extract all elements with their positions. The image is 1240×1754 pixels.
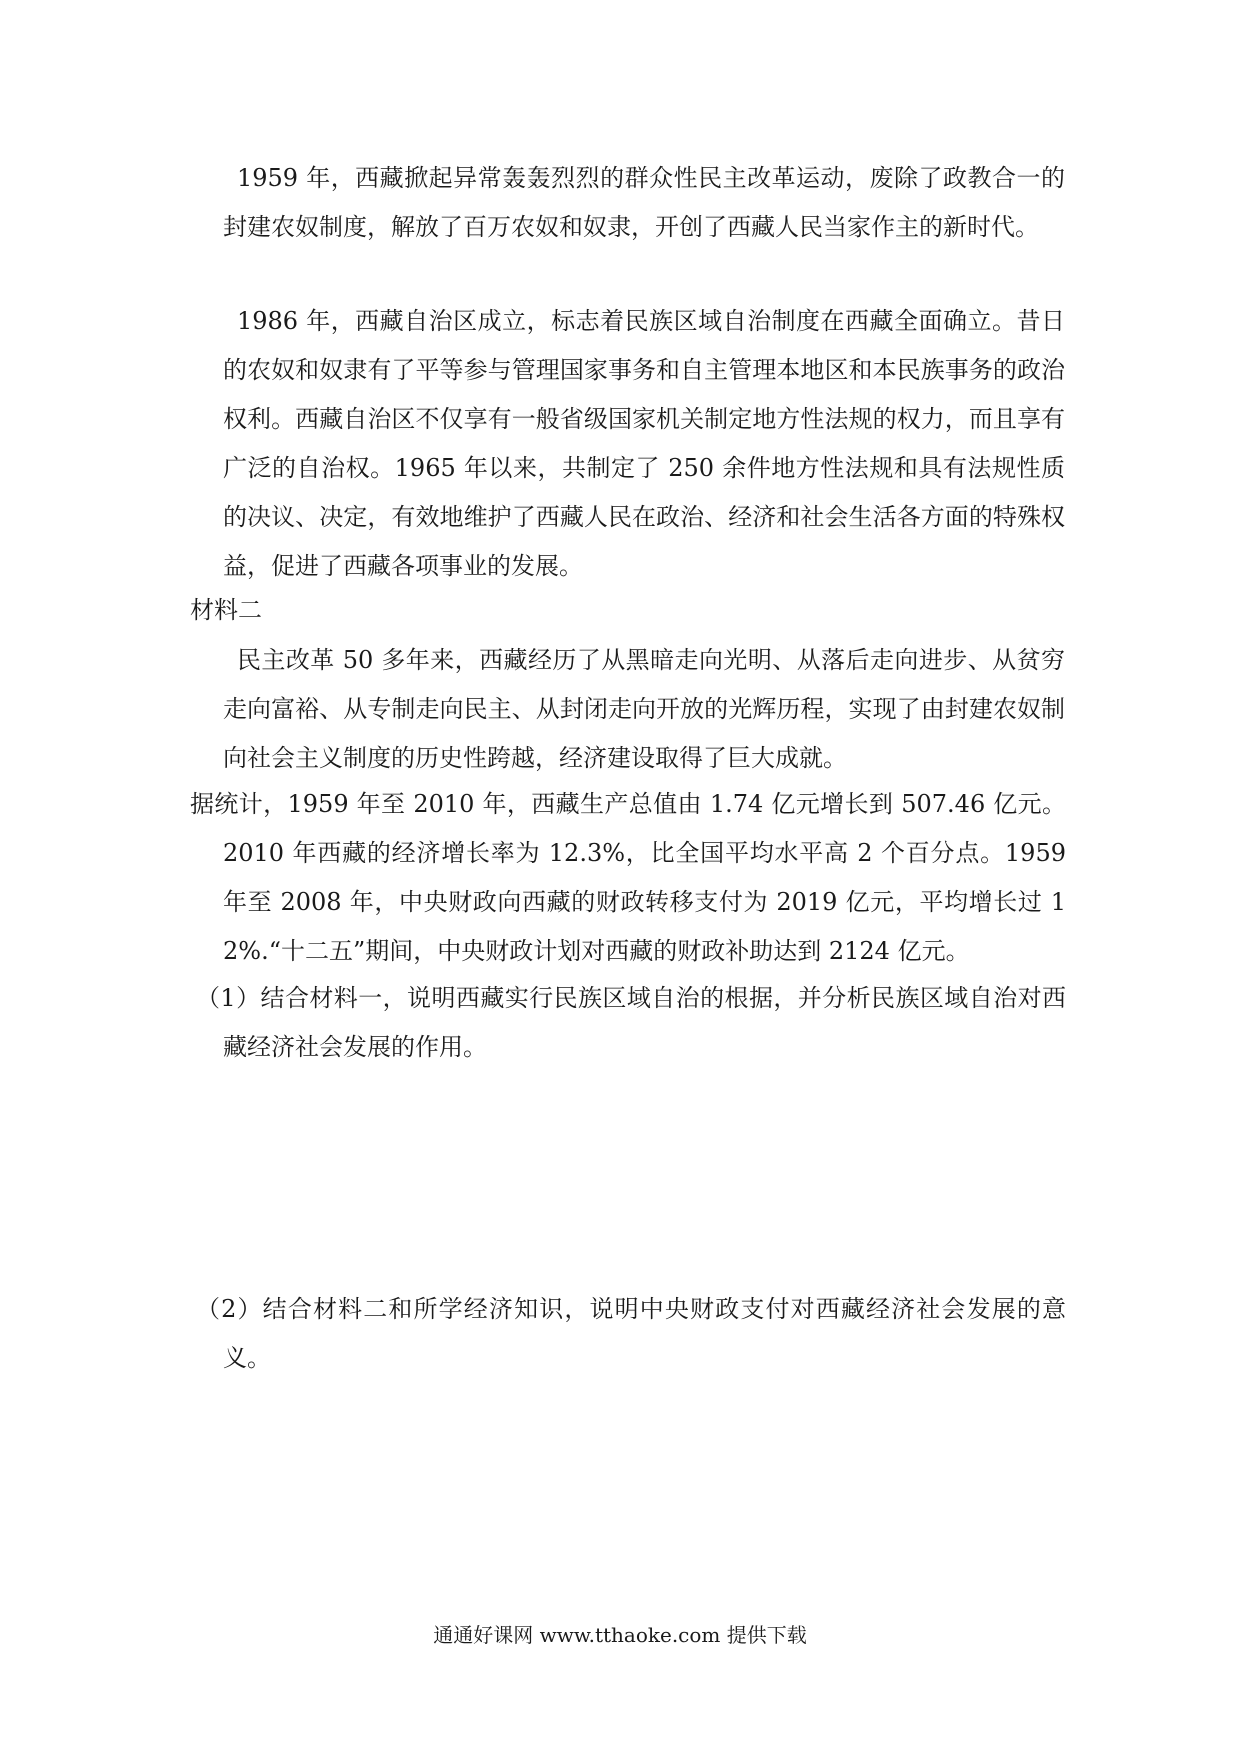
page-footer: 通通好课网 www.tthaoke.com 提供下载 <box>433 1623 807 1647</box>
question-1: （1）结合材料一，说明西藏实行民族区域自治的根据，并分析民族区域自治对西藏经济社会发展的作用。 <box>196 984 1066 1061</box>
question-2: （2）结合材料二和所学经济知识，说明中央财政支付对西藏经济社会发展的意义。 <box>196 1295 1066 1372</box>
paragraph-1986-autonomous-region: 1986 年，西藏自治区成立，标志着民族区域自治制度在西藏全面确立。昔日的农奴和奴隶有了平等参与管理国家事务和自主管理本地区和本民族事务的政治权利。西藏自治区不仅享有一般省级国家机关制定地方性法规的权力，而且享有广泛的自治权。1965 年以来，共制定了 250 余件地方性法规和具有法规性质的决议、决定，有效地维护了西藏人民在政治、经济和社会生活各方面的特殊权益，促进了西藏各项事业的发展。 <box>223 307 1065 580</box>
paragraph-1959-reform: 1959 年，西藏掀起异常轰轰烈烈的群众性民主改革运动，废除了政教合一的封建农奴制度，解放了百万农奴和奴隶，开创了西藏人民当家作主的新时代。 <box>223 164 1065 241</box>
paragraph-statistics: 据统计，1959 年至 2010 年，西藏生产总值由 1.74 亿元增长到 507.46 亿元。2010 年西藏的经济增长率为 12.3%，比全国平均水平高 2 个百分点。1959 年至 2008 年，中央财政向西藏的财政转移支付为 2019 亿元，平均增长过 12%.“十二五”期间，中央财政计划对西藏的财政补助达到 2124 亿元。 <box>190 790 1066 965</box>
material-two-label: 材料二 <box>190 596 262 624</box>
paragraph-democratic-reform: 民主改革 50 多年来，西藏经历了从黑暗走向光明、从落后走向进步、从贫穷走向富裕、从专制走向民主、从封闭走向开放的光辉历程，实现了由封建农奴制向社会主义制度的历史性跨越，经济建设取得了巨大成就。 <box>223 646 1065 772</box>
